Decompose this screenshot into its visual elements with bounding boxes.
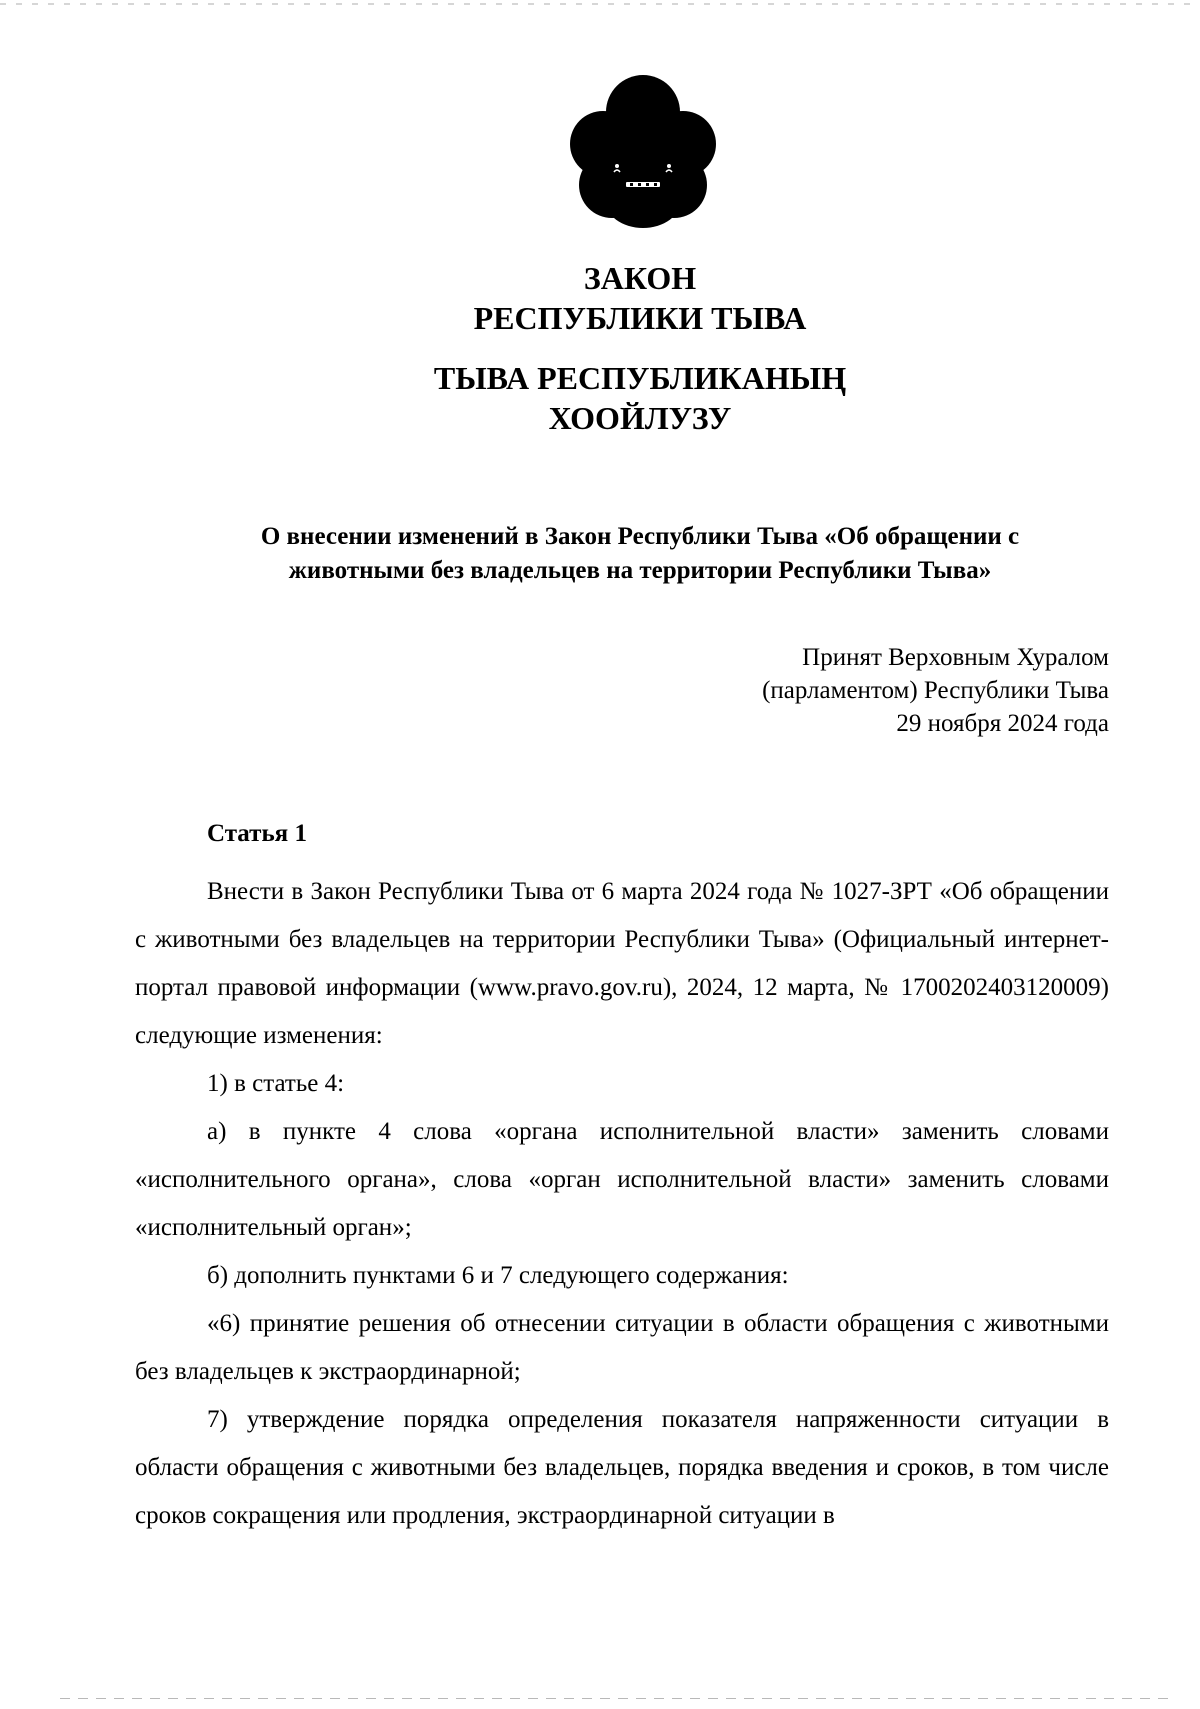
scan-edge-bottom: [60, 1698, 1170, 1699]
adoption-note: [762, 641, 1109, 740]
article-body: [135, 868, 1109, 1540]
article-heading: Статья 1: [207, 820, 307, 847]
adoption-note-line-2: (парламентом) Республики Тыва: [762, 677, 1109, 704]
tuva-coat-of-arms-icon: [570, 72, 716, 230]
law-title-tuvan: [0, 358, 1200, 438]
law-title-russian: [0, 258, 1200, 338]
article-paragraph: 1) в статье 4:: [207, 1070, 345, 1097]
adoption-date: 29 ноября 2024 года: [896, 710, 1109, 737]
law-title-line-2: РЕСПУБЛИКИ ТЫВА: [473, 300, 807, 336]
article-paragraph: «6) принятие решения об отнесении ситуации в области обращения с животными без владельцев к экстраординарной;: [135, 1310, 1109, 1385]
law-title-tuvan-line-2: ХООЙЛУЗУ: [548, 400, 732, 436]
article-paragraph: Внести в Закон Республики Тыва от 6 марта 2024 года № 1027-ЗРТ «Об обращении с животными без владельцев на территории Республики Тыва» (Официальный интернет-портал правовой информации (www.pravo.gov.ru), 2024, 12 марта, № 1700202403120009) следующие изменения:: [135, 878, 1109, 1049]
adoption-note-line-1: Принят Верховным Хуралом: [802, 644, 1109, 671]
law-title-line-1: ЗАКОН: [583, 260, 697, 296]
article-paragraph: б) дополнить пунктами 6 и 7 следующего содержания:: [207, 1262, 789, 1289]
law-title-tuvan-line-1: ТЫВА РЕСПУБЛИКАНЫҢ: [433, 360, 847, 396]
law-subject: [130, 520, 1150, 588]
article-paragraph: а) в пункте 4 слова «органа исполнительной власти» заменить словами «исполнительного органа», слова «орган исполнительной власти» заменить словами «исполнительный орган»;: [135, 1118, 1109, 1241]
law-subject-line-2: животными без владельцев на территории Республики Тыва»: [288, 557, 992, 584]
law-subject-line-1: О внесении изменений в Закон Республики Тыва «Об обращении с: [260, 523, 1020, 550]
scan-edge-top: [0, 3, 1200, 5]
article-paragraph: 7) утверждение порядка определения показателя напряженности ситуации в области обращения с животными без владельцев, порядка введения и сроков, в том числе сроков сокращения или продления, экстраординарной ситуации в: [135, 1406, 1109, 1529]
